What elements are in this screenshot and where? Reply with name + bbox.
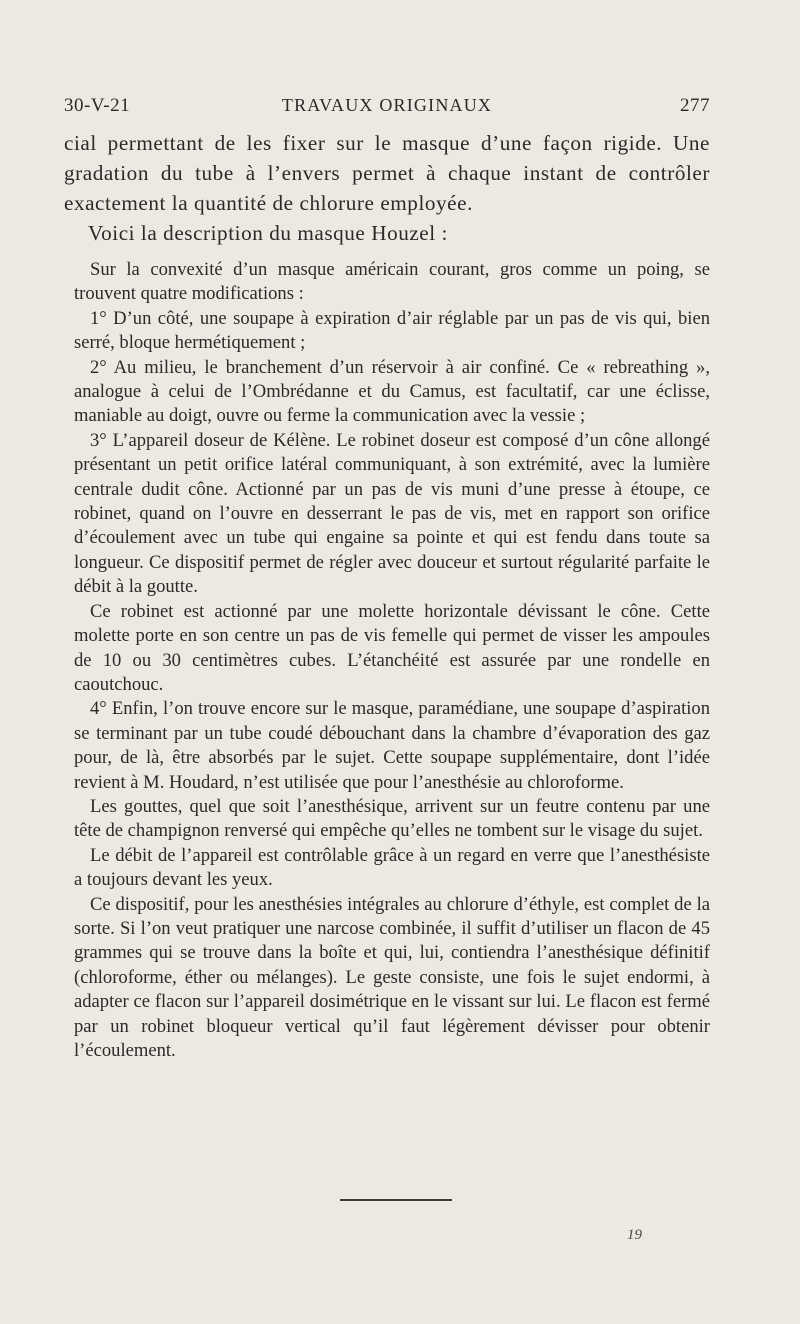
body-paragraph: Les gouttes, quel que soit l’anesthésique, arrivent sur un feutre contenu par une tête de champignon renversé qui empêche qu’elles ne tombent sur le visage du sujet. bbox=[74, 795, 710, 842]
header-section-title: TRAVAUX ORIGINAUX bbox=[281, 95, 493, 115]
section-divider bbox=[340, 1199, 452, 1201]
body-paragraph: 1° D’un côté, une soupape à expiration d’air réglable par un pas de vis qui, bien serré, bloque hermétiquement ; bbox=[74, 307, 710, 354]
body-paragraph: Sur la convexité d’un masque américain courant, gros comme un poing, se trouvent quatre modifications : bbox=[74, 259, 710, 305]
header-date: 30-V-21 bbox=[64, 95, 131, 116]
body-paragraph: Le débit de l’appareil est contrôlable grâce à un regard en verre que l’anesthésiste a toujours devant les yeux. bbox=[74, 844, 710, 891]
body-paragraph: 3° L’appareil doseur de Kélène. Le robinet doseur est composé d’un cône allongé présentant un petit orifice latéral communiquant, à son extrémité, avec la lumière centrale dudit cône. Actionné par un pas de vis muni d’une presse à étoupe, ce robinet, quand on l’ouvre en desserrant le pas de vis, met en rapport son orifice d’écoulement avec un tube qui engaine sa pointe et qui est fendu dans toute sa longueur. Ce dispositif permet de régler avec douceur et surtout régularité parfaite le débit à la goutte. bbox=[74, 429, 710, 598]
body-paragraph: 2° Au milieu, le branchement d’un réservoir à air confiné. Ce « rebreathing », analogue à celui de l’Ombrédanne et du Camus, est facultatif, car une éclisse, maniable au doigt, ouvre ou ferme la communication avec la vessie ; bbox=[74, 356, 710, 427]
body-paragraph: 4° Enfin, l’on trouve encore sur le masque, paramédiane, une soupape d’aspiration se terminant par un tube coudé débouchant dans la chambre d’évaporation des gaz pour, de là, être absorbés par le sujet. Cette soupape supplémentaire, dont l’idée revient à M. Houdard, n’est utilisée que pour l’anesthésie au chloroforme. bbox=[74, 698, 710, 793]
header-page-number: 277 bbox=[680, 95, 710, 116]
lead-paragraph: Voici la description du masque Houzel : bbox=[88, 221, 448, 245]
body-text bbox=[74, 258, 710, 1063]
lead-text bbox=[64, 128, 710, 248]
body-paragraph: Ce robinet est actionné par une molette horizontale dévissant le cône. Cette molette porte en son centre un pas de vis femelle qui permet de visser les ampoules de 10 ou 30 centimètres cubes. L’étanchéité est assurée par une rondelle en caoutchouc. bbox=[74, 600, 710, 695]
folio-signature: 19 bbox=[627, 1227, 642, 1243]
body-paragraph: Ce dispositif, pour les anesthésies intégrales au chlorure d’éthyle, est complet de la sorte. Si l’on veut pratiquer une narcose combinée, il suffit d’utiliser un flacon de 45 grammes qui se trouve dans la boîte et qui, lui, contiendra l’anesthésique définitif (chloroforme, éther ou mélanges). Le geste consiste, une fois le sujet endormi, à adapter ce flacon sur l’appareil dosimétrique en le vissant sur lui. Le flacon est fermé par un robinet bloqueur vertical qu’il faut légèrement dévisser pour obtenir l’écoulement. bbox=[74, 893, 710, 1061]
running-header bbox=[64, 95, 710, 121]
lead-paragraph: cial permettant de les fixer sur le masque d’une façon rigide. Une gradation du tube à l’envers permet à chaque instant de contrôler exactement la quantité de chlorure employée. bbox=[64, 131, 710, 215]
